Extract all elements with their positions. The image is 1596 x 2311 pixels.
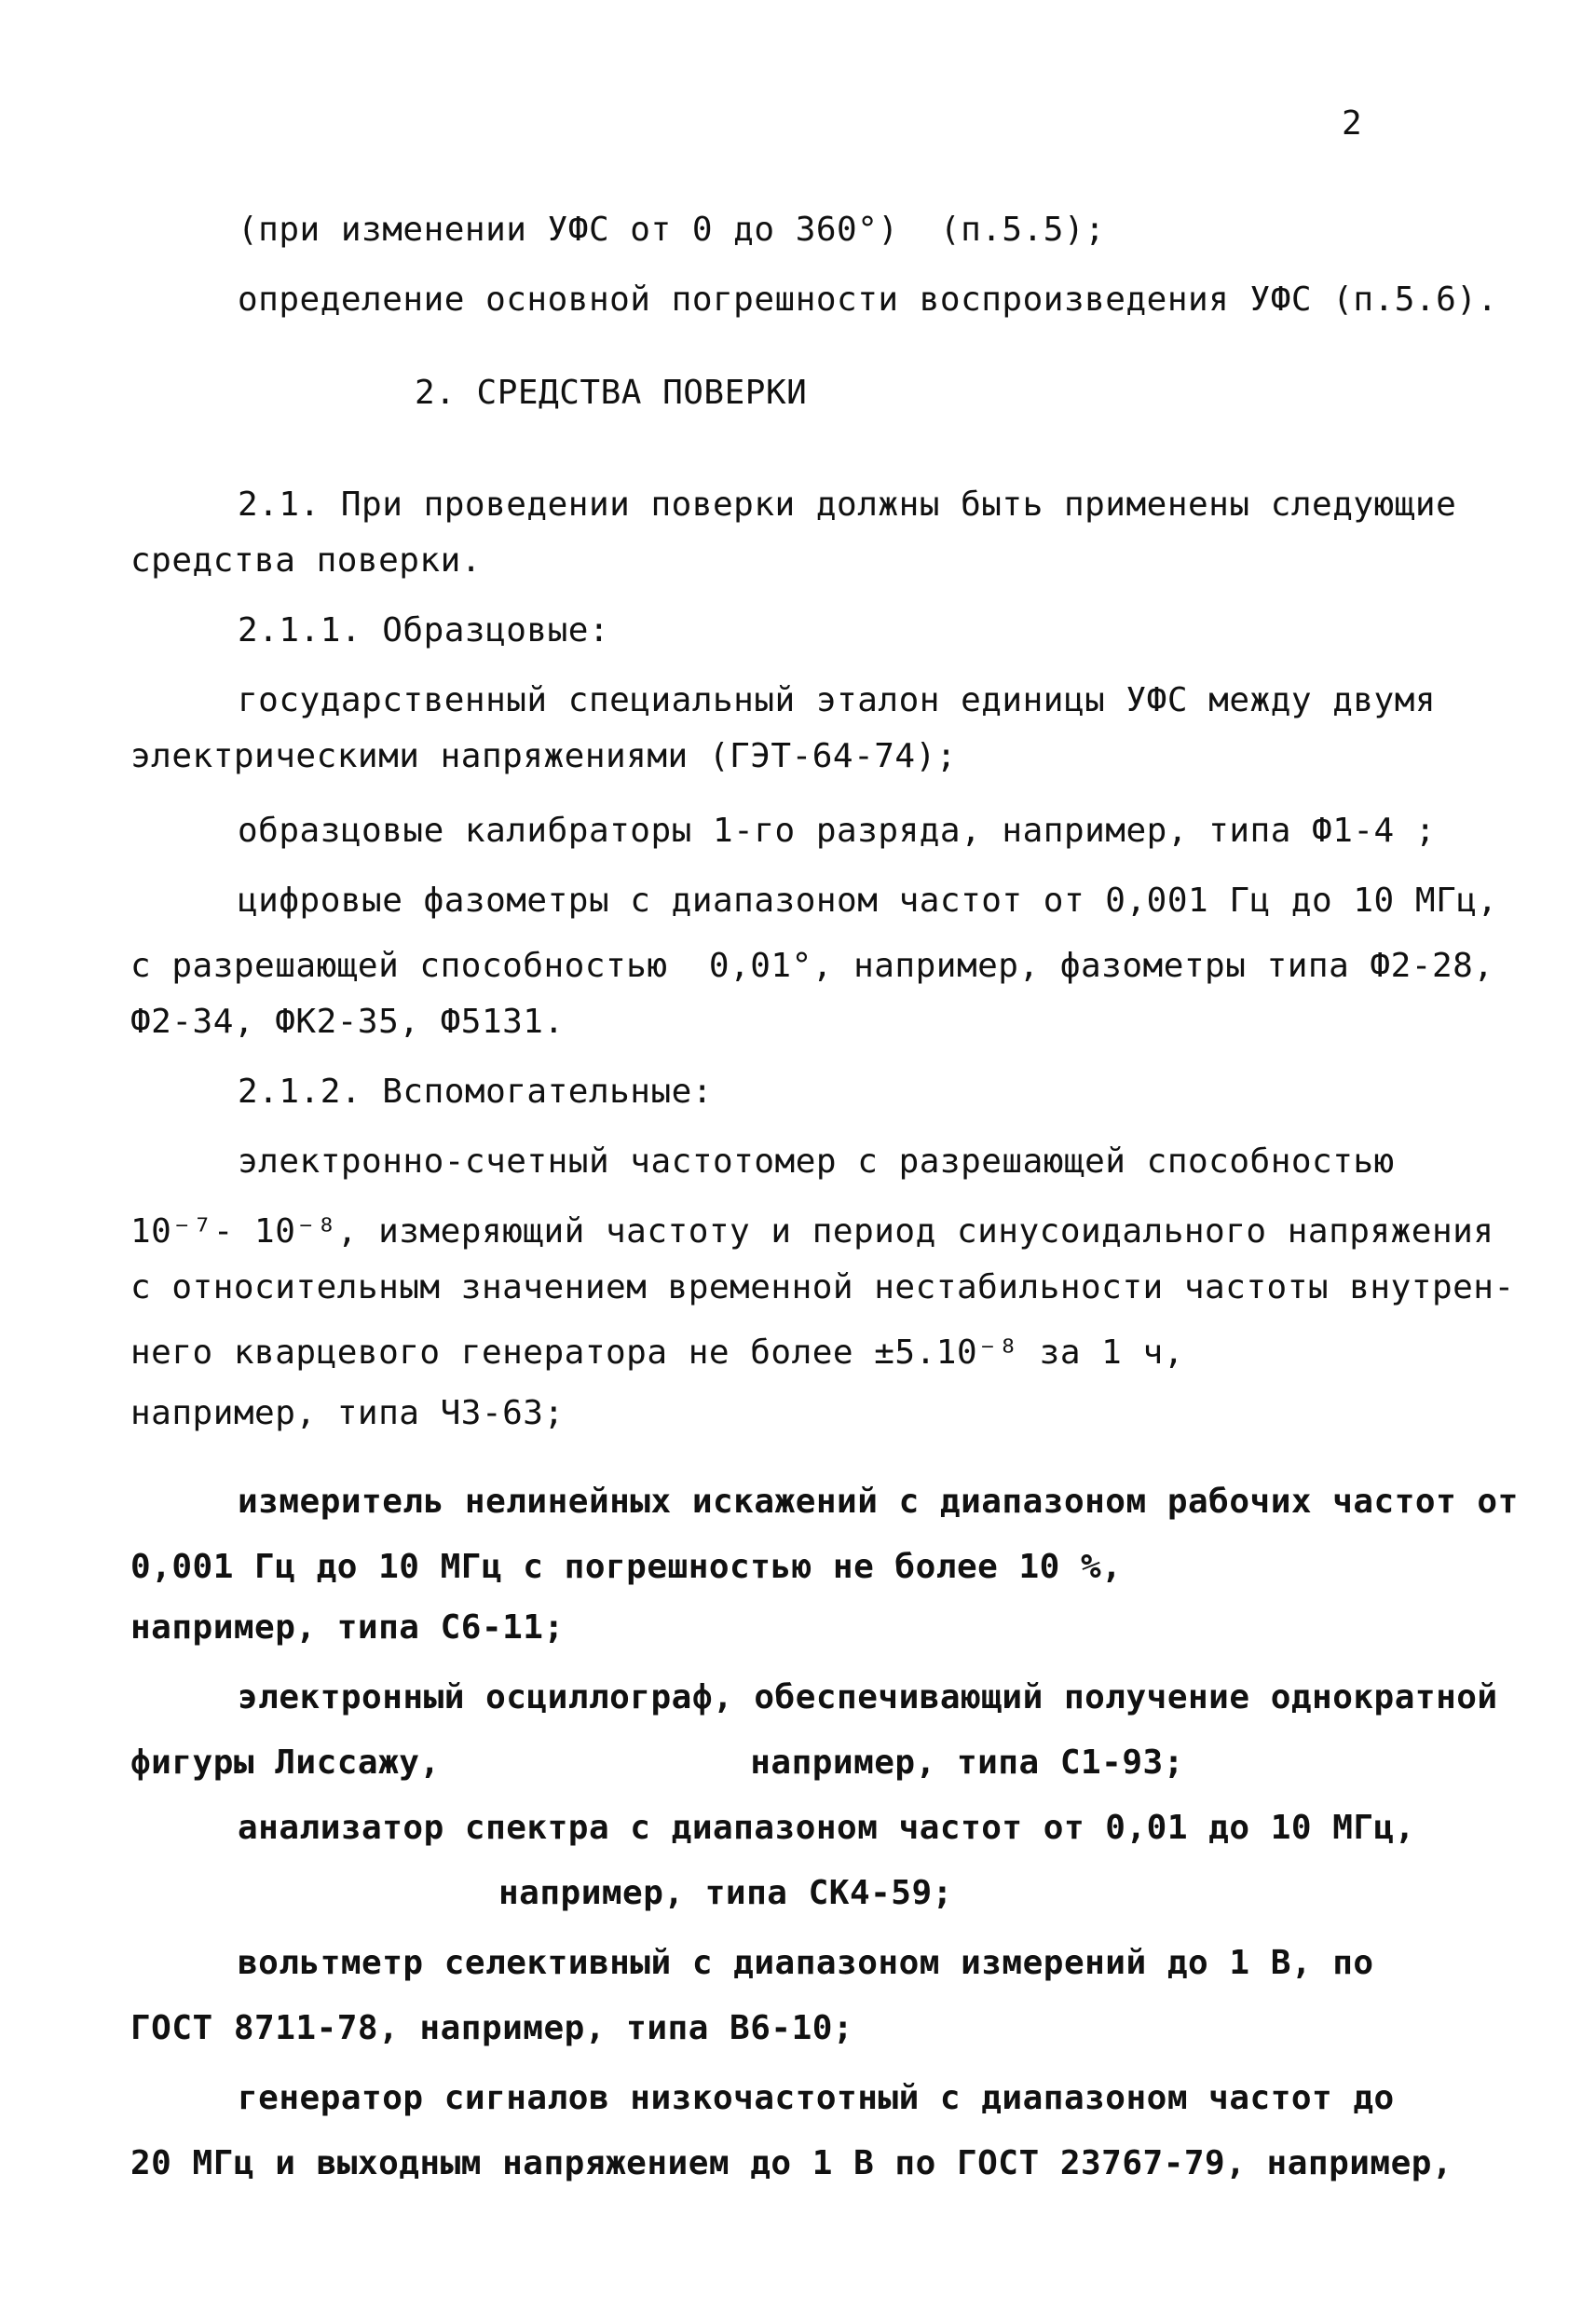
text-line: средства поверки. — [130, 541, 482, 580]
text-line: электронно-счетный частотомер с разрешающей способностью — [238, 1142, 1395, 1181]
text-line: (при изменении УФС от 0 до 360°) (п.5.5); — [238, 211, 1106, 249]
text-line: с относительным значением временной нестабильности частоты внутрен- — [130, 1268, 1515, 1306]
section-heading: 2. СРЕДСТВА ПОВЕРКИ — [415, 374, 808, 412]
text-line: 2.1. При проведении поверки должны быть применены следующие — [238, 485, 1457, 524]
text-line: вольтметр селективный с диапазоном измерений до 1 В, по — [238, 1944, 1374, 1982]
text-line: государственный специальный эталон единицы УФС между двумя — [238, 681, 1437, 719]
text-line: 10⁻⁷- 10⁻⁸, измеряющий частоту и период синусоидального напряжения — [130, 1212, 1494, 1251]
text-line: электрическими напряжениями (ГЭТ-64-74); — [130, 737, 957, 775]
text-line: него кварцевого генератора не более ±5.10⁻⁸ за 1 ч, — [130, 1333, 1184, 1372]
text-line: электронный осциллограф, обеспечивающий получение однократной — [238, 1678, 1498, 1716]
text-line: 20 МГц и выходным напряжением до 1 В по ГОСТ 23767-79, например, — [130, 2144, 1453, 2182]
text-line: измеритель нелинейных искажений с диапазоном рабочих частот от — [238, 1483, 1519, 1521]
text-line: например, типа СК4-59; — [498, 1874, 953, 1912]
text-line: например, типа Ч3-63; — [130, 1394, 565, 1432]
text-line: генератор сигналов низкочастотный с диапазоном частот до — [238, 2079, 1395, 2117]
text-line: 0,001 Гц до 10 МГц с погрешностью не более 10 %, — [130, 1548, 1123, 1586]
text-line: определение основной погрешности воспроизведения УФС (п.5.6). — [238, 280, 1498, 319]
subsection-heading: 2.1.2. Вспомогательные: — [238, 1073, 713, 1111]
text-line: например, типа С6-11; — [130, 1608, 565, 1647]
subsection-heading: 2.1.1. Образцовые: — [238, 611, 610, 650]
text-line: ГОСТ 8711-78, например, типа В6-10; — [130, 2009, 854, 2047]
text-line: образцовые калибраторы 1-го разряда, например, типа Ф1-4 ; — [238, 812, 1437, 850]
text-line: цифровые фазометры с диапазоном частот от 0,001 Гц до 10 МГц, — [238, 882, 1498, 920]
page-number: 2 — [1342, 104, 1362, 143]
text-line: с разрешающей способностью 0,01°, например, фазометры типа Ф2-28, — [130, 947, 1494, 985]
text-line: Ф2-34, ФК2-35, Ф5131. — [130, 1003, 565, 1041]
text-line: анализатор спектра с диапазоном частот от 0,01 до 10 МГц, — [238, 1809, 1415, 1847]
text-line: фигуры Лиссажу, например, типа С1-93; — [130, 1744, 1184, 1782]
